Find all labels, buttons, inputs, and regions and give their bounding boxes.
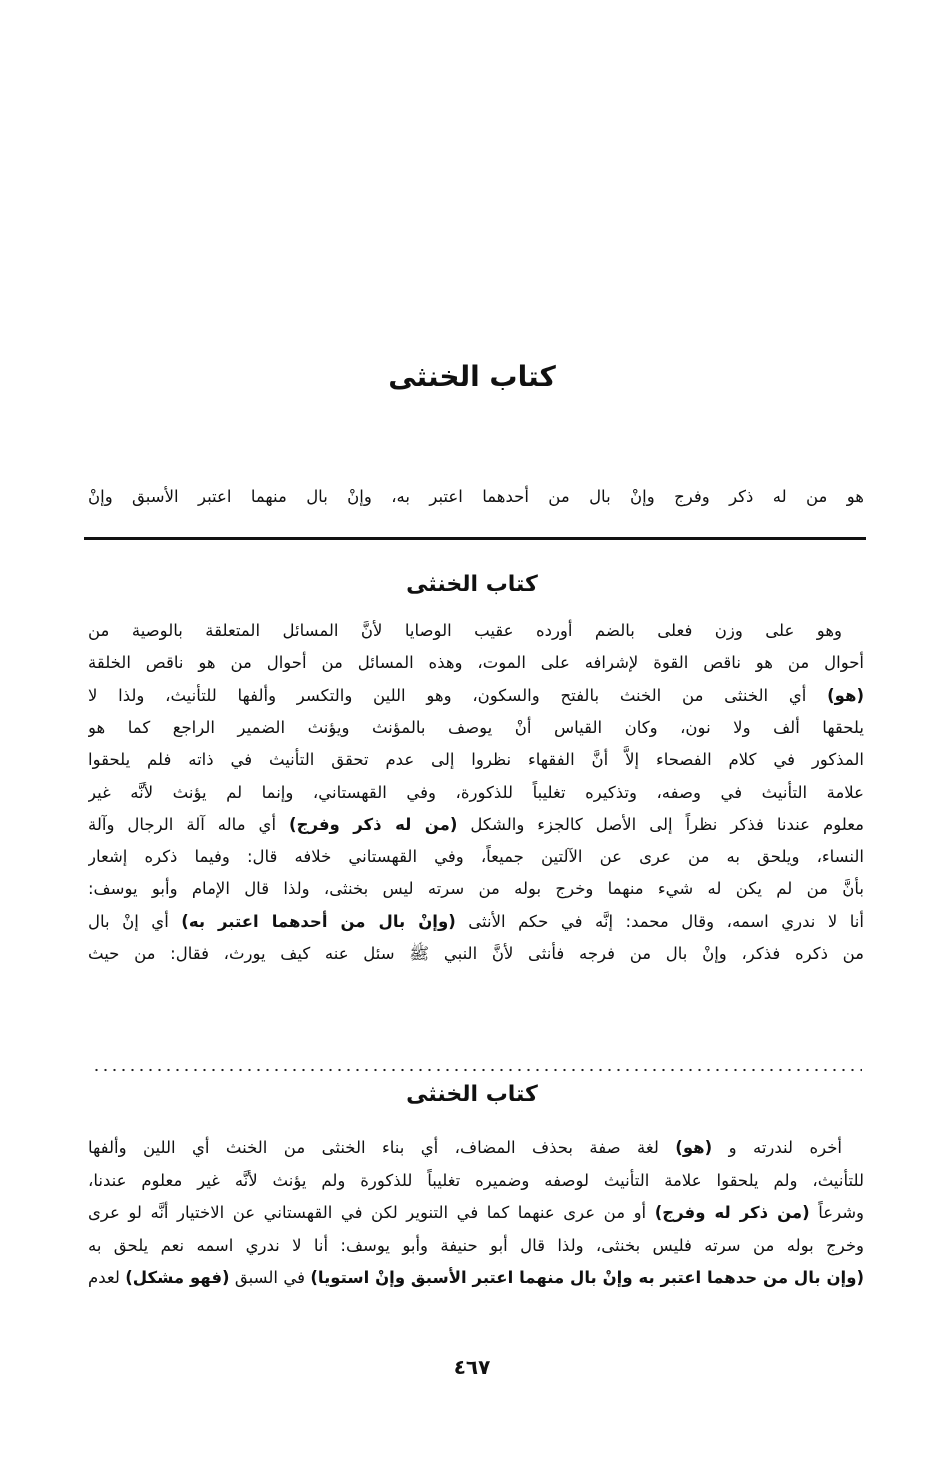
text-segment: أحوال من هو ناقص القوة لإشرافه على الموت، وهذه المسائل من أحوال من هو ناقص الخلقة (88, 653, 864, 673)
text-segment: أخره لندرته و (712, 1138, 842, 1157)
text-segment: بأنَّ من لم يكن له شيء منهما وخرج بوله من سرته ليس بخنثى، ولذا قال الإمام وأبو يوسف: (88, 879, 864, 899)
text-line (88, 810, 864, 840)
text-segment: في السبق (229, 1268, 311, 1287)
text-segment: أنا لا ندري اسمه، وقال محمد: إنَّه في حكم الأنثى (455, 911, 864, 931)
text-segment: أو من عرى عنهما كما في التنوير لكن في القهستاني عن الاختيار أنَّه لو عرى (88, 1203, 655, 1222)
text-line (88, 1166, 864, 1196)
text-segment: علامة التأنيث في وصفه، وتذكيره تغليباً للذكورة، وفي القهستاني، وإنما لم يؤنث لأنَّه غير (88, 782, 864, 802)
dotted-separator (92, 1068, 862, 1072)
text-segment: من ذكره فذكر، وإنْ بال من فرجه فأنثى لأنَّ النبي ﷺ سئل عنه كيف يورث، فقال: من حيث (88, 944, 864, 963)
text-line (88, 1263, 864, 1293)
page-number: ٤٦٧ (453, 1355, 491, 1379)
text-line (88, 1133, 864, 1163)
text-line (88, 874, 864, 904)
text-line (88, 778, 864, 808)
bold-matn-quote: (من له ذكر وفرج) (289, 814, 458, 834)
text-segment: وشرعاً (809, 1203, 864, 1222)
text-line (88, 616, 864, 646)
bold-matn-quote: (وإن بال من حدهما اعتبر به وإنْ بال منهما اعتبر الأسبق وإنْ استويا) (310, 1268, 864, 1287)
bold-matn-quote: (هو) (827, 685, 864, 705)
text-segment: هو من له ذكر وفرج وإنْ بال من أحدهما اعتبر به، وإنْ بال منهما اعتبر الأسبق وإنْ (88, 487, 864, 506)
text-segment: للتأنيث، ولم يلحقوا علامة التأنيث لوصفه وضميره تغليباً للذكورة ولم يؤنث لأنَّه غير معلوم عندنا، (88, 1170, 864, 1190)
text-segment: معلوم عندنا فذكر نظراً إلى الأصل كالجزء والشكل (457, 814, 864, 834)
text-segment: النساء، ويلحق به من عرى عن الآلتين جميعاً، وفي القهستاني خلافه قال: وفيما ذكره إشعار (88, 847, 864, 867)
text-segment: لغة صفة بحذف المضاف، أي بناء الخنثى من الخنث أي اللين وألفها (88, 1138, 676, 1157)
text-segment: وخرج بوله من سرته فليس بخنثى، ولذا قال أبو حنيفة وأبو يوسف: أنا لا ندري اسمه نعم يلحق به (88, 1235, 864, 1255)
text-line (88, 713, 864, 743)
text-line (88, 842, 864, 872)
text-line (88, 681, 864, 711)
text-segment: أي الخنثى من الخنث بالفتح والسكون، وهو اللين والتكسر وألفها للتأنيث، ولذا لا (88, 685, 828, 705)
text-segment: أي إنْ بال (88, 911, 182, 931)
text-line (88, 1198, 864, 1228)
chapter-title: كتاب الخنثى (388, 360, 556, 393)
text-segment: يلحقها ألف ولا نون، وكان القياس أنْ يوصف بالمؤنث ويؤنث الضمير الراجع كما هو (88, 717, 864, 737)
text-line (88, 482, 864, 512)
text-line (88, 1231, 864, 1261)
text-line (88, 907, 864, 937)
text-segment: وهو على وزن فعلى بالضم أورده عقيب الوصايا لأنَّ المسائل المتعلقة بالوصية من (88, 621, 842, 640)
text-line (88, 745, 864, 775)
commentary2-heading: كتاب الخنثى (406, 1082, 538, 1107)
separator-rule (84, 537, 866, 540)
bold-matn-quote: (هو) (675, 1138, 713, 1157)
bold-matn-quote: (من ذكر له وفرج) (654, 1203, 810, 1222)
bold-matn-quote: (وإنْ بال من أحدهما اعتبر به) (181, 911, 456, 931)
text-segment: المذكور في كلام الفصحاء إلاَّ أنَّ الفقهاء نظروا إلى عدم تحقق التأنيث في ذاته فلم يلحقوا (88, 750, 864, 770)
text-segment: أي ماله آلة الرجال وآلة (88, 814, 290, 834)
text-line (88, 939, 864, 969)
bold-matn-quote: (فهو مشكل) (125, 1268, 230, 1287)
commentary1-heading: كتاب الخنثى (406, 572, 538, 597)
text-segment: لعدم (88, 1268, 126, 1287)
text-line (88, 648, 864, 678)
